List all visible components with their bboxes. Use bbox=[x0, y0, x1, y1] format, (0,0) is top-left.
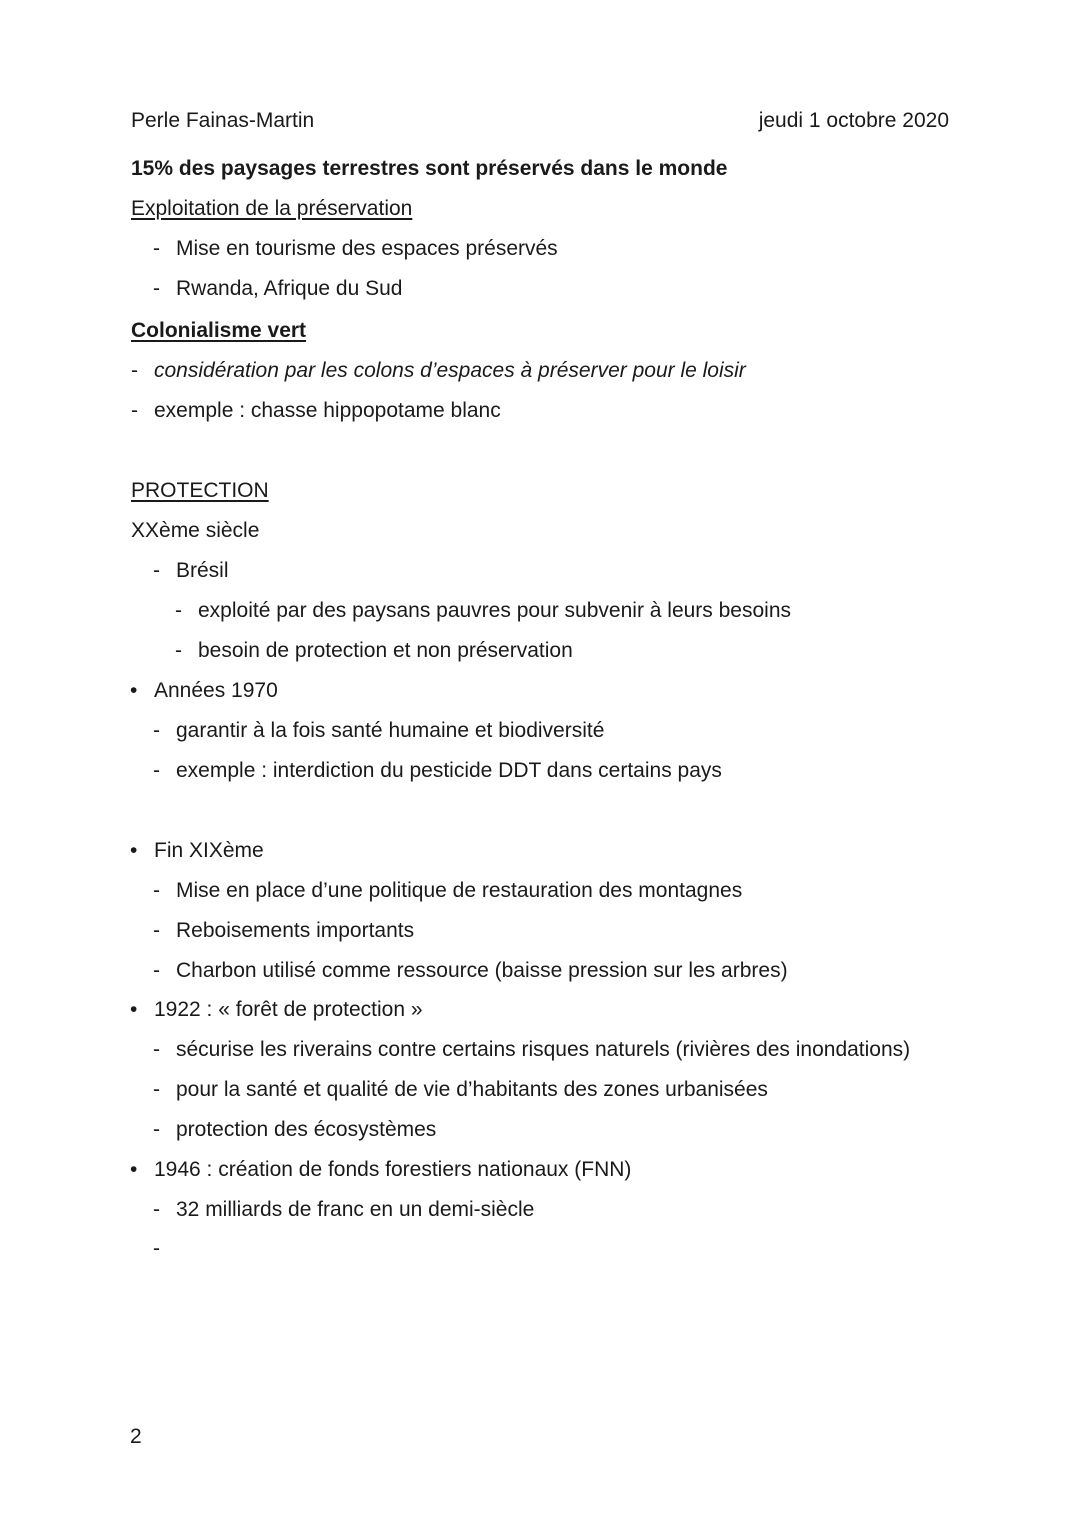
dash-marker: - bbox=[153, 559, 160, 582]
dash-marker: - bbox=[153, 1198, 160, 1221]
dash-marker: - bbox=[153, 1078, 160, 1101]
bullet-marker: • bbox=[130, 679, 138, 702]
list-item: Rwanda, Afrique du Sud bbox=[176, 277, 403, 300]
dash-marker: - bbox=[153, 237, 160, 260]
list-item: pour la santé et qualité de vie d’habitants des zones urbanisées bbox=[176, 1078, 768, 1101]
bullet-marker: • bbox=[130, 1158, 138, 1181]
list-item: Brésil bbox=[176, 559, 229, 582]
list-item: Mise en place d’une politique de restauration des montagnes bbox=[176, 879, 743, 902]
dash-marker: - bbox=[153, 1118, 160, 1141]
dash-marker: - bbox=[153, 277, 160, 300]
bullet-marker: • bbox=[130, 839, 138, 862]
dash-marker: - bbox=[131, 399, 138, 422]
list-item: considération par les colons d’espaces à préserver pour le loisir bbox=[154, 359, 746, 382]
list-item: protection des écosystèmes bbox=[176, 1118, 437, 1141]
author-name: Perle Fainas-Martin bbox=[131, 109, 315, 132]
list-item: 32 milliards de franc en un demi-siècle bbox=[176, 1198, 535, 1221]
page-number: 2 bbox=[130, 1425, 142, 1448]
dash-marker: - bbox=[153, 879, 160, 902]
list-item: besoin de protection et non préservation bbox=[198, 639, 573, 662]
document-date: jeudi 1 octobre 2020 bbox=[758, 109, 949, 132]
dash-marker: - bbox=[153, 959, 160, 982]
list-item: 1946 : création de fonds forestiers nationaux (FNN) bbox=[154, 1158, 632, 1181]
dash-marker: - bbox=[175, 639, 182, 662]
dash-marker: - bbox=[153, 719, 160, 742]
dash-marker: - bbox=[153, 759, 160, 782]
list-item: exemple : interdiction du pesticide DDT dans certains pays bbox=[176, 759, 722, 782]
list-item: exemple : chasse hippopotame blanc bbox=[154, 399, 501, 422]
dash-marker: - bbox=[131, 359, 138, 382]
list-item: exploité par des paysans pauvres pour subvenir à leurs besoins bbox=[198, 599, 792, 622]
list-item: 1922 : « forêt de protection » bbox=[154, 998, 423, 1021]
dash-marker: - bbox=[175, 599, 182, 622]
list-item: Charbon utilisé comme ressource (baisse pression sur les arbres) bbox=[176, 959, 788, 982]
dash-marker: - bbox=[153, 1038, 160, 1061]
section-heading-protection: PROTECTION bbox=[131, 479, 269, 502]
list-item: sécurise les riverains contre certains risques naturels (rivières des inondations) bbox=[176, 1038, 911, 1061]
list-item: Mise en tourisme des espaces préservés bbox=[176, 237, 558, 260]
subheading: XXème siècle bbox=[131, 519, 260, 542]
list-item: Années 1970 bbox=[154, 679, 278, 702]
list-item: Fin XIXème bbox=[154, 839, 264, 862]
dash-marker: - bbox=[153, 1237, 160, 1260]
main-heading: 15% des paysages terrestres sont préservés dans le monde bbox=[131, 157, 728, 180]
section-heading-exploitation: Exploitation de la préservation bbox=[131, 197, 413, 220]
section-heading-colonialisme: Colonialisme vert bbox=[131, 319, 307, 342]
list-item: Reboisements importants bbox=[176, 919, 415, 942]
bullet-marker: • bbox=[130, 998, 138, 1021]
dash-marker: - bbox=[153, 919, 160, 942]
list-item: garantir à la fois santé humaine et biodiversité bbox=[176, 719, 605, 742]
